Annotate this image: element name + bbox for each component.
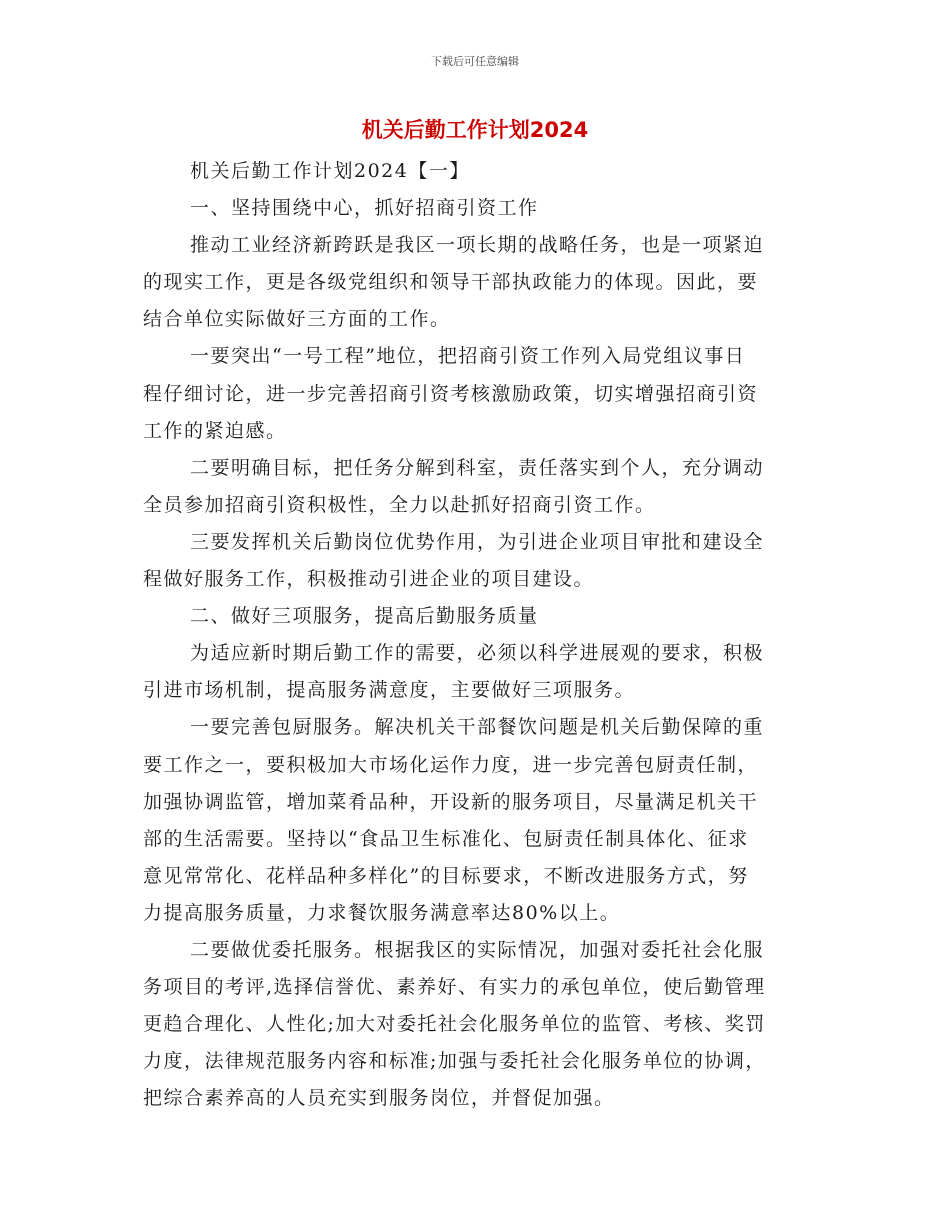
body-line: 加强协调监管，增加菜肴品种，开设新的服务项目，尽量满足机关干	[143, 790, 759, 813]
body-line: 程做好服务工作，积极推动引进企业的项目建设。	[143, 568, 595, 591]
body-line: 为适应新时期后勤工作的需要，必须以科学进展观的要求，积极	[190, 642, 765, 665]
body-line: 一、坚持围绕中心，抓好招商引资工作	[190, 197, 539, 220]
body-line: 意见常常化、花样品种多样化”的目标要求，不断改进服务方式，努	[143, 864, 749, 887]
body-line: 机关后勤工作计划2024【一】	[190, 160, 470, 182]
body-line: 部的生活需要。坚持以“食品卫生标准化、包厨责任制具体化、征求	[143, 827, 749, 850]
body-line: 力提高服务质量，力求餐饮服务满意率达80%以上。	[143, 901, 621, 924]
body-line: 一要突出“一号工程”地位，把招商引资工作列入局党组议事日	[190, 345, 746, 368]
body-line: 务项目的考评,选择信誉优、素养好、有实力的承包单位，使后勤管理	[143, 976, 766, 999]
body-line: 二要做优委托服务。根据我区的实际情况，加强对委托社会化服	[190, 938, 765, 961]
body-line: 引进市场机制，提高服务满意度，主要做好三项服务。	[143, 679, 636, 702]
body-line: 一要完善包厨服务。解决机关干部餐饮问题是机关后勤保障的重	[190, 716, 765, 739]
document-body	[143, 153, 807, 1117]
body-line: 二、做好三项服务，提高后勤服务质量	[190, 605, 539, 628]
body-line: 工作的紧迫感。	[143, 419, 287, 442]
body-line: 推动工业经济新跨跃是我区一项长期的战略任务，也是一项紧迫	[190, 234, 765, 257]
body-line: 更趋合理化、人性化;加大对委托社会化服务单位的监管、考核、奖罚	[143, 1013, 766, 1036]
document-title: 机关后勤工作计划2024	[361, 118, 589, 142]
body-line: 要工作之一，要积极加大市场化运作力度，进一步完善包厨责任制，	[143, 753, 759, 776]
body-line: 三要发挥机关后勤岗位优势作用，为引进企业项目审批和建设全	[190, 530, 765, 553]
body-line: 的现实工作，更是各级党组织和领导干部执政能力的体现。因此，要	[143, 271, 759, 294]
body-line: 结合单位实际做好三方面的工作。	[143, 308, 451, 331]
body-line: 把综合素养高的人员充实到服务岗位，并督促加强。	[143, 1087, 615, 1110]
body-line: 全员参加招商引资积极性，全力以赴抓好招商引资工作。	[143, 493, 656, 516]
body-line: 二要明确目标，把任务分解到科室，责任落实到个人，充分调动	[190, 456, 765, 479]
body-line: 程仔细讨论，进一步完善招商引资考核激励政策，切实增强招商引资	[143, 382, 759, 405]
header-note: 下载后可任意编辑	[431, 55, 519, 68]
body-line: 力度，法律规范服务内容和标准;加强与委托社会化服务单位的协调，	[143, 1050, 766, 1073]
